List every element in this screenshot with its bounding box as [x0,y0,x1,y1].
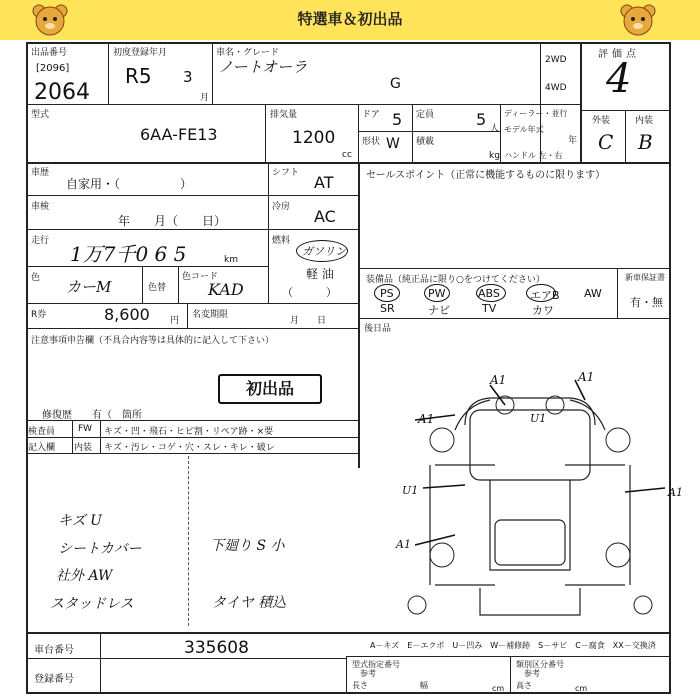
type-approval-label: 型式指定番号 [352,660,400,669]
capacity-unit: 人 [490,124,500,134]
displacement-label: 排気量 [270,110,298,120]
fuel-gas: ガソリン [302,245,346,258]
color-code: KAD [208,280,244,299]
chassis-number: 335608 [184,638,249,658]
mileage-value: 1万7千0 6 5 [70,242,187,266]
cm-unit: cm [492,684,505,693]
name-change-label: 名変期限 [192,310,229,320]
equip-circle [476,284,506,302]
cm-unit: cm [575,684,588,693]
doors: 5 [392,110,403,129]
car-damage-diagram [395,370,670,625]
model-name: ノートオーラ [218,58,308,76]
fuel-diesel: 軽 油 [306,267,334,281]
model-name-label: 車名・グレード [216,48,280,58]
classification-label: 類別区分番号 [516,660,564,669]
capacity: 5 [476,110,487,129]
grade: G [390,76,401,92]
inspection-value: 年 月（ 日） [118,214,227,228]
history-label: 車歴 [31,168,50,178]
equipment-label: 装備品（純正品に限り○をつけてください） [366,275,545,285]
equip-navi: ナビ [428,304,450,317]
damage-mark: A1 [396,538,411,551]
shift-label: シフト [272,168,300,178]
fuel-label: 燃料 [272,236,291,246]
month-suffix: 月 [200,93,210,103]
fw-label: FW [78,424,93,434]
registration-era: R5 [125,64,152,88]
color-change-label: 色替 [148,283,167,293]
damage-mark: A1 [578,370,595,384]
fuel-other: （ ） [282,286,337,299]
damage-mark: A1 [668,486,683,499]
drive-2wd: 2WD [545,55,567,65]
int-label: 内装 [635,116,654,126]
ext-grade: C [598,130,614,154]
aircon-value: AC [314,207,336,226]
interior-text: キズ・汚レ・コゲ・穴・スレ・キレ・破レ [104,443,275,453]
equip-airbag: エアB [530,289,560,302]
model-code: 6AA-FE13 [140,125,218,144]
equip-aw: AW [584,287,602,300]
equip-sr: SR [380,302,395,315]
repair-history: 修復歴 有（ 箇所 [42,410,142,421]
registration-month: 3 [183,68,193,86]
chassis-label: 車台番号 [34,645,74,656]
damage-legend: A－キズ E－エクボ U－凹み W－補修跡 S－サビ C－腐食 XX－交換済 [370,641,656,650]
km-unit: km [224,255,238,265]
ext-label: 外装 [592,116,611,126]
color-label: 色 [31,273,41,283]
damage-mark: A1 [490,373,507,387]
shape: W [386,136,400,152]
load-unit: kg [489,151,500,161]
fw-text: キズ・凹・飛石・ヒビ割・リペア跡・×要 [104,427,274,437]
ref-label: 参考 [524,669,540,678]
score-value: 4 [606,56,632,102]
bear-mascot-icon [30,3,70,37]
handle-label: ハンドル 左・右 [504,151,563,160]
model-code-label: 型式 [31,110,50,120]
page-title: 特選車＆初出品 [297,10,403,28]
length-label: 長さ [352,681,368,690]
registration-label: 初度登録年月 [113,48,168,58]
inspector-label: 検査員 [28,427,56,437]
sales-point-label: セールスポイント（正常に機能するものに限ります） [366,170,606,181]
damage-mark: U1 [402,484,419,497]
equip-circle [374,284,400,302]
height-label: 高さ [516,681,532,690]
handwritten-note: 社外 AW [56,568,113,584]
warranty-label: 新車保証書 [625,273,665,282]
equip-circle [526,284,556,302]
inspector-note-label: 記入欄 [28,443,56,453]
equip-abs: ABS [478,287,500,300]
after-label: 後日品 [364,324,392,334]
notes-label: 注意事項申告欄（不具合内容等は具体的に記入して下さい） [31,336,275,346]
dealer-label: ディーラー・並行 [504,109,568,118]
mileage-label: 走行 [31,236,50,246]
equip-tv: TV [482,302,497,315]
frame-top [26,42,671,44]
equip-ps: PS [380,287,394,300]
notes-divider [188,456,189,626]
displacement: 1200 [292,128,336,148]
load-label: 積載 [416,137,435,147]
int-grade: B [638,130,653,154]
handwritten-note: タイヤ 積込 [212,595,287,611]
equip-pw: PW [428,287,446,300]
handwritten-note: スタッドレス [50,596,134,612]
recycle-unit: 円 [170,316,180,326]
frame-left [26,42,28,694]
inspection-label: 車検 [31,202,50,212]
equip-circle [424,284,450,302]
handwritten-note: 下廻り S 小 [210,538,285,554]
handwritten-note: シートカバー [58,541,142,557]
color-value: カーM [66,278,112,296]
name-change-unit: 月 日 [290,316,327,326]
lot-code: [2096] [36,63,70,74]
recycle-label: R券 [31,310,47,320]
cc-unit: cc [342,150,352,160]
damage-mark: U1 [530,412,547,425]
drive-4wd: 4WD [545,83,567,93]
first-listing-stamp: 初出品 [218,374,322,404]
history-value: 自家用・（ ） [66,177,193,191]
ref-label: 参考 [360,669,376,678]
equip-leather: カワ [532,304,554,317]
lot-label: 出品番号 [31,48,68,58]
year-unit: 年 [568,136,578,146]
registration-number-label: 登録番号 [34,674,74,685]
handwritten-note: キズ U [58,513,102,529]
aircon-label: 冷房 [272,202,291,212]
shift-value: AT [314,173,334,192]
interior-label: 内装 [74,443,93,453]
capacity-label: 定員 [416,110,435,120]
width-label: 幅 [420,681,428,690]
model-year-label: モデル年式 [504,125,544,134]
score-label: 評価点 [598,49,640,60]
damage-mark: A1 [418,412,435,426]
doors-label: ドア [362,110,380,120]
warranty-value: 有・無 [630,296,663,309]
color-code-label: 色コード [182,272,219,282]
bear-mascot-icon [618,3,658,37]
recycle-value: 8,600 [104,305,150,324]
lot-number: 2064 [34,80,90,105]
shape-label: 形状 [362,137,381,147]
